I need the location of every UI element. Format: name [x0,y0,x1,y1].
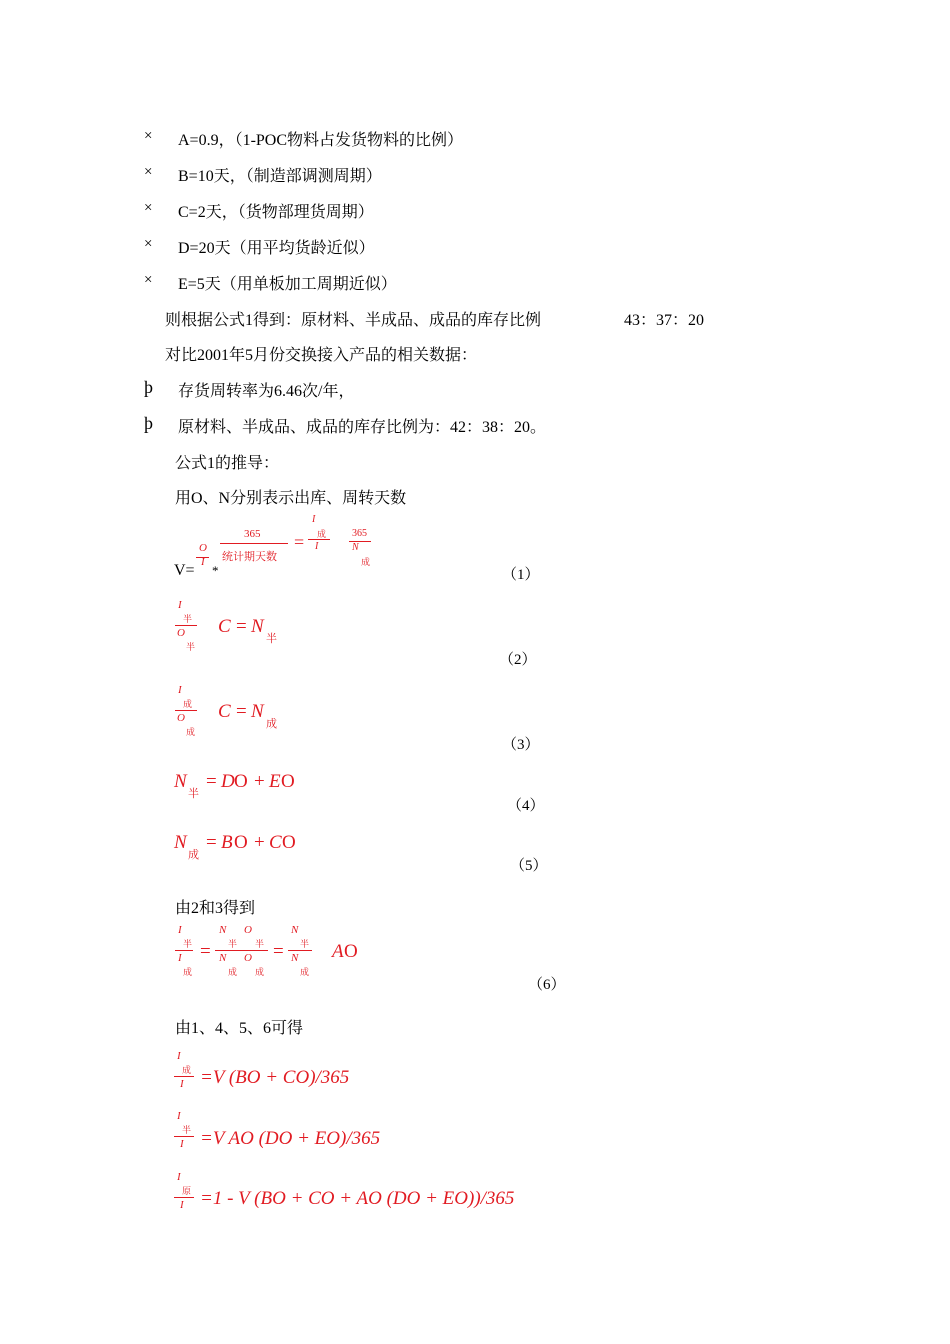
check-marker: þ [144,377,153,397]
bullet-marker: × [144,164,153,180]
equation-label: （2） [499,652,537,668]
derivation-title: 公式1的推导： [175,455,280,472]
bullet-marker: × [144,272,153,288]
parameter-b: B=10天，（制造部调测周期） [178,168,382,185]
equation-label: （5） [510,858,548,874]
check-marker: þ [144,413,153,433]
compare-line: 对比2001年5月份交换接入产品的相关数据： [165,347,478,364]
parameter-c: C=2天，（货物部理货周期） [178,204,374,221]
ratio-line-value: 43：37：20 [624,312,705,329]
bullet-marker: × [144,236,153,252]
from-2-and-3: 由2和3得到 [175,900,256,917]
equation-label: （3） [502,737,540,753]
parameter-e: E=5天（用单板加工周期近似） [178,276,397,293]
equation-label: （4） [507,798,545,814]
parameter-a: A=0.9，（1-POC物料占发货物料的比例） [178,132,464,149]
parameter-d: D=20天（用平均货龄近似） [178,240,375,257]
equation-label: （1） [502,567,540,583]
equation-label: （6） [528,977,566,993]
bullet-marker: × [144,128,153,144]
from-1-4-5-6: 由1、4、5、6可得 [175,1020,304,1037]
turnover-rate: 存货周转率为6.46次/年， [178,383,355,400]
inventory-ratio: 原材料、半成品、成品的库存比例为：42：38：20。 [178,419,547,436]
notation-line: 用O、N分别表示出库、周转天数 [175,490,407,507]
bullet-marker: × [144,200,153,216]
ratio-line-text: 则根据公式1得到：原材料、半成品、成品的库存比例 [165,312,542,329]
